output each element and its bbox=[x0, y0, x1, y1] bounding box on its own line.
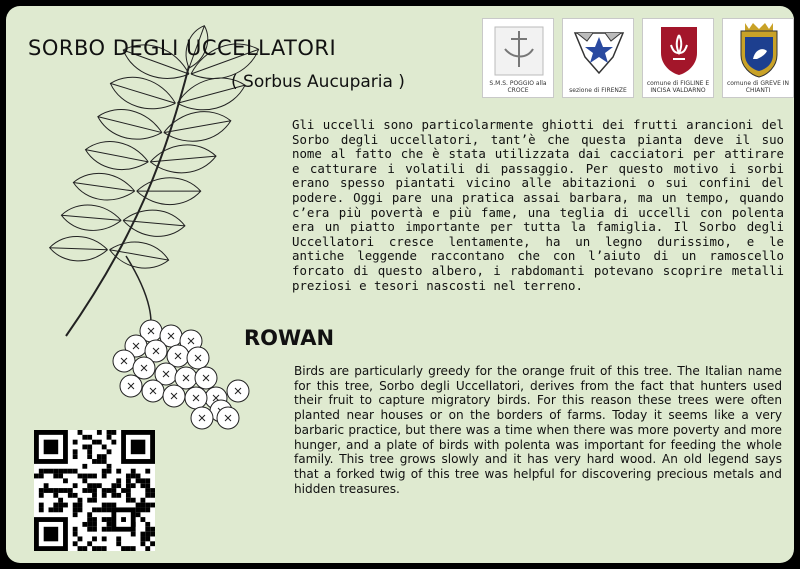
figline-lily-crest-icon bbox=[643, 19, 715, 79]
logo-caption: comune di GREVE IN CHIANTI bbox=[726, 80, 790, 94]
logo-sms-poggio bbox=[482, 18, 554, 98]
qr-module bbox=[68, 493, 73, 498]
qr-module bbox=[39, 503, 44, 508]
qr-module bbox=[145, 536, 150, 541]
qr-module bbox=[92, 493, 97, 498]
qr-module bbox=[92, 517, 97, 522]
qr-module bbox=[107, 464, 112, 469]
qr-module bbox=[107, 517, 112, 522]
qr-module bbox=[102, 469, 107, 474]
qr-module bbox=[92, 474, 97, 479]
qr-module bbox=[58, 474, 63, 479]
qr-module bbox=[145, 493, 150, 498]
qr-module bbox=[58, 498, 63, 503]
qr-module bbox=[140, 517, 145, 522]
leaflet bbox=[72, 170, 137, 204]
qr-module bbox=[63, 469, 68, 474]
qr-module bbox=[73, 527, 78, 532]
qr-code-icon bbox=[34, 430, 155, 551]
qr-module bbox=[39, 474, 44, 479]
logo-greve bbox=[722, 18, 794, 98]
qr-module bbox=[92, 498, 97, 503]
qr-module bbox=[44, 469, 49, 474]
qr-module bbox=[145, 527, 150, 532]
qr-module bbox=[78, 430, 83, 435]
qr-module bbox=[126, 478, 131, 483]
logo-caption: comune di FIGLINE E INCISA VALDARNO bbox=[646, 80, 710, 94]
qr-module bbox=[107, 449, 112, 454]
qr-module bbox=[58, 507, 63, 512]
qr-module bbox=[126, 474, 131, 479]
qr-module bbox=[49, 507, 54, 512]
qr-module bbox=[87, 454, 92, 459]
qr-module bbox=[87, 522, 92, 527]
qr-module bbox=[150, 493, 155, 498]
qr-module bbox=[97, 430, 102, 435]
leaflet bbox=[49, 236, 108, 262]
qr-module bbox=[102, 445, 107, 450]
logo-figline bbox=[642, 18, 714, 98]
qr-module bbox=[39, 469, 44, 474]
qr-module bbox=[82, 478, 87, 483]
qr-module bbox=[58, 488, 63, 493]
qr-module bbox=[136, 503, 141, 508]
qr-module bbox=[53, 474, 58, 479]
qr-module bbox=[63, 488, 68, 493]
qr-module bbox=[131, 474, 136, 479]
qr-module bbox=[49, 488, 54, 493]
qr-module bbox=[126, 546, 131, 551]
qr-module bbox=[107, 503, 112, 508]
qr-module bbox=[87, 449, 92, 454]
qr-module bbox=[44, 483, 49, 488]
qr-module bbox=[102, 454, 107, 459]
qr-module bbox=[107, 488, 112, 493]
qr-module bbox=[82, 435, 87, 440]
qr-module bbox=[111, 488, 116, 493]
qr-module bbox=[73, 483, 78, 488]
qr-module bbox=[78, 498, 83, 503]
qr-module bbox=[145, 483, 150, 488]
qr-module bbox=[136, 474, 141, 479]
qr-module bbox=[145, 503, 150, 508]
qr-module bbox=[121, 517, 126, 522]
qr-module bbox=[87, 527, 92, 532]
scientific-name: ( Sorbus Aucuparia ) bbox=[231, 72, 405, 92]
smc-cross-icon bbox=[483, 19, 555, 79]
qr-module bbox=[136, 512, 141, 517]
qr-module bbox=[140, 536, 145, 541]
logo-cai-firenze bbox=[562, 18, 634, 98]
qr-module bbox=[82, 464, 87, 469]
qr-module bbox=[44, 527, 59, 542]
qr-module bbox=[82, 488, 87, 493]
qr-module bbox=[87, 541, 92, 546]
qr-module bbox=[140, 507, 145, 512]
qr-module bbox=[97, 459, 102, 464]
leaflet bbox=[137, 178, 201, 205]
qr-module bbox=[92, 440, 97, 445]
qr-module bbox=[107, 522, 112, 527]
logo-caption: S.M.S. POGGIO alla CROCE bbox=[489, 80, 547, 94]
qr-module bbox=[78, 474, 83, 479]
qr-module bbox=[150, 503, 155, 508]
page-title: SORBO DEGLI UCCELLATORI bbox=[28, 36, 337, 60]
qr-module bbox=[44, 440, 59, 455]
qr-module bbox=[82, 546, 87, 551]
qr-module bbox=[136, 478, 141, 483]
qr-module bbox=[116, 541, 121, 546]
qr-module bbox=[87, 435, 92, 440]
qr-module bbox=[92, 536, 97, 541]
qr-module bbox=[102, 536, 107, 541]
qr-module bbox=[73, 493, 78, 498]
qr-module bbox=[73, 503, 78, 508]
italian-description: Gli uccelli sono particolarmente ghiotti dei frutti arancioni del Sorbo degli uccellatori, tant’è che questa pianta deve il suo nome al fatto che è stata utilizzata dai cacciatori per attirare e catturare i volatili di passaggio. Per questo motivo i sorbi erano spesso piantati vicino alle abitazioni o sui confini del podere. Oggi pare una pratica assai barbara, ma un tempo, quando c’era più povertà e più fame, una teglia di uccelli con polenta era un piatto importante per tutta la famiglia. Il Sorbo degli Uccellatori cresce lentamente, ha un legno durissimo, e le antiche leggende raccontano che con l’aiuto di un ramoscello forcato di questo albero, i rabdomanti potevano scoprire metalli preziosi e tesori nascosti nel terreno. bbox=[292, 117, 784, 293]
qr-module bbox=[111, 430, 116, 435]
qr-module bbox=[53, 503, 58, 508]
qr-module bbox=[102, 459, 107, 464]
qr-module bbox=[116, 493, 121, 498]
qr-module bbox=[73, 449, 78, 454]
leaflet bbox=[60, 203, 122, 233]
qr-module bbox=[53, 469, 58, 474]
leaflet bbox=[83, 136, 151, 175]
qr-module bbox=[102, 527, 107, 532]
qr-module bbox=[126, 488, 131, 493]
qr-module bbox=[78, 546, 83, 551]
qr-module bbox=[111, 493, 116, 498]
qr-module bbox=[58, 503, 63, 508]
qr-module bbox=[92, 546, 97, 551]
qr-module bbox=[140, 478, 145, 483]
qr-module bbox=[53, 488, 58, 493]
qr-module bbox=[140, 532, 145, 537]
qr-module bbox=[87, 517, 92, 522]
qr-module bbox=[82, 522, 87, 527]
qr-module bbox=[140, 541, 145, 546]
qr-module bbox=[92, 483, 97, 488]
qr-module bbox=[34, 474, 39, 479]
qr-module bbox=[87, 445, 92, 450]
qr-module bbox=[107, 435, 112, 440]
qr-module bbox=[102, 474, 107, 479]
qr-module bbox=[102, 546, 107, 551]
qr-module bbox=[102, 493, 107, 498]
qr-module bbox=[145, 469, 150, 474]
qr-module bbox=[73, 469, 78, 474]
qr-module bbox=[78, 503, 83, 508]
english-heading: ROWAN bbox=[244, 326, 335, 350]
qr-module bbox=[73, 507, 78, 512]
cai-star-icon bbox=[563, 19, 635, 79]
qr-module bbox=[49, 469, 54, 474]
qr-module bbox=[140, 498, 145, 503]
qr-module bbox=[102, 488, 107, 493]
qr-module bbox=[111, 483, 116, 488]
qr-module bbox=[82, 445, 87, 450]
qr-module bbox=[92, 522, 97, 527]
qr-module bbox=[92, 488, 97, 493]
qr-module bbox=[92, 527, 97, 532]
qr-module bbox=[73, 440, 78, 445]
qr-module bbox=[140, 483, 145, 488]
qr-module bbox=[107, 430, 112, 435]
qr-module bbox=[63, 478, 68, 483]
qr-module bbox=[126, 498, 131, 503]
qr-module bbox=[92, 459, 97, 464]
qr-module bbox=[121, 546, 126, 551]
qr-module bbox=[87, 498, 92, 503]
qr-module bbox=[131, 532, 136, 537]
qr-module bbox=[107, 507, 112, 512]
leaflet bbox=[94, 103, 165, 146]
qr-module bbox=[73, 541, 78, 546]
qr-module bbox=[150, 541, 155, 546]
qr-module bbox=[102, 503, 107, 508]
info-panel bbox=[6, 6, 794, 563]
qr-module bbox=[44, 488, 49, 493]
qr-module bbox=[107, 527, 112, 532]
qr-module bbox=[82, 474, 87, 479]
qr-module bbox=[53, 507, 58, 512]
qr-module bbox=[97, 507, 102, 512]
qr-module bbox=[116, 483, 121, 488]
qr-module bbox=[116, 478, 121, 483]
qr-module bbox=[39, 493, 44, 498]
qr-module bbox=[140, 503, 145, 508]
logo-caption: sezione di FIRENZE bbox=[569, 87, 627, 94]
qr-module bbox=[58, 469, 63, 474]
english-description: Birds are particularly greedy for the orange fruit of this tree. The Italian name for this tree, Sorbo degli Uccellatori, derives from the fact that hunters used their fruit to capture migratory birds. For this reason these trees were often planted near houses or on the borders of farms. Today it seems like a very barbaric practice, but there was a time when there was more poverty and more hunger, and a plate of birds with polenta was important for feeding the whole family. This tree grows slowly and it has very hard wood. An old legend says that a forked twig of this tree was helpful for discovering precious metals and hidden treasures. bbox=[294, 364, 782, 496]
qr-module bbox=[78, 507, 83, 512]
qr-module bbox=[73, 454, 78, 459]
qr-module bbox=[97, 483, 102, 488]
qr-module bbox=[121, 488, 126, 493]
qr-module bbox=[39, 488, 44, 493]
qr-code[interactable] bbox=[34, 430, 155, 551]
qr-module bbox=[145, 546, 150, 551]
qr-module bbox=[87, 488, 92, 493]
qr-module bbox=[87, 512, 92, 517]
qr-module bbox=[131, 440, 146, 455]
qr-module bbox=[102, 507, 107, 512]
qr-module bbox=[126, 483, 131, 488]
qr-module bbox=[116, 469, 121, 474]
qr-module bbox=[102, 517, 107, 522]
qr-module bbox=[136, 507, 141, 512]
qr-module bbox=[131, 546, 136, 551]
qr-module bbox=[97, 546, 102, 551]
qr-module bbox=[107, 469, 112, 474]
qr-module bbox=[73, 532, 78, 537]
qr-module bbox=[145, 488, 150, 493]
qr-module bbox=[73, 512, 78, 517]
leaflet bbox=[149, 142, 217, 175]
qr-module bbox=[68, 488, 73, 493]
leaflet bbox=[122, 207, 186, 238]
qr-module bbox=[39, 507, 44, 512]
qr-module bbox=[145, 522, 150, 527]
qr-module bbox=[63, 503, 68, 508]
qr-module bbox=[87, 483, 92, 488]
qr-module bbox=[111, 440, 116, 445]
qr-module bbox=[150, 488, 155, 493]
qr-module bbox=[150, 532, 155, 537]
qr-module bbox=[150, 527, 155, 532]
qr-module bbox=[145, 478, 150, 483]
qr-module bbox=[116, 536, 121, 541]
greve-rooster-crest-icon bbox=[723, 19, 794, 79]
qr-module bbox=[145, 507, 150, 512]
qr-module bbox=[126, 493, 131, 498]
qr-module bbox=[97, 454, 102, 459]
qr-module bbox=[87, 474, 92, 479]
qr-module bbox=[68, 469, 73, 474]
qr-module bbox=[53, 493, 58, 498]
qr-module bbox=[78, 536, 83, 541]
qr-module bbox=[111, 503, 116, 508]
qr-module bbox=[131, 498, 136, 503]
qr-module bbox=[131, 483, 136, 488]
qr-module bbox=[131, 469, 136, 474]
qr-module bbox=[97, 440, 102, 445]
qr-module bbox=[145, 532, 150, 537]
qr-module bbox=[92, 507, 97, 512]
